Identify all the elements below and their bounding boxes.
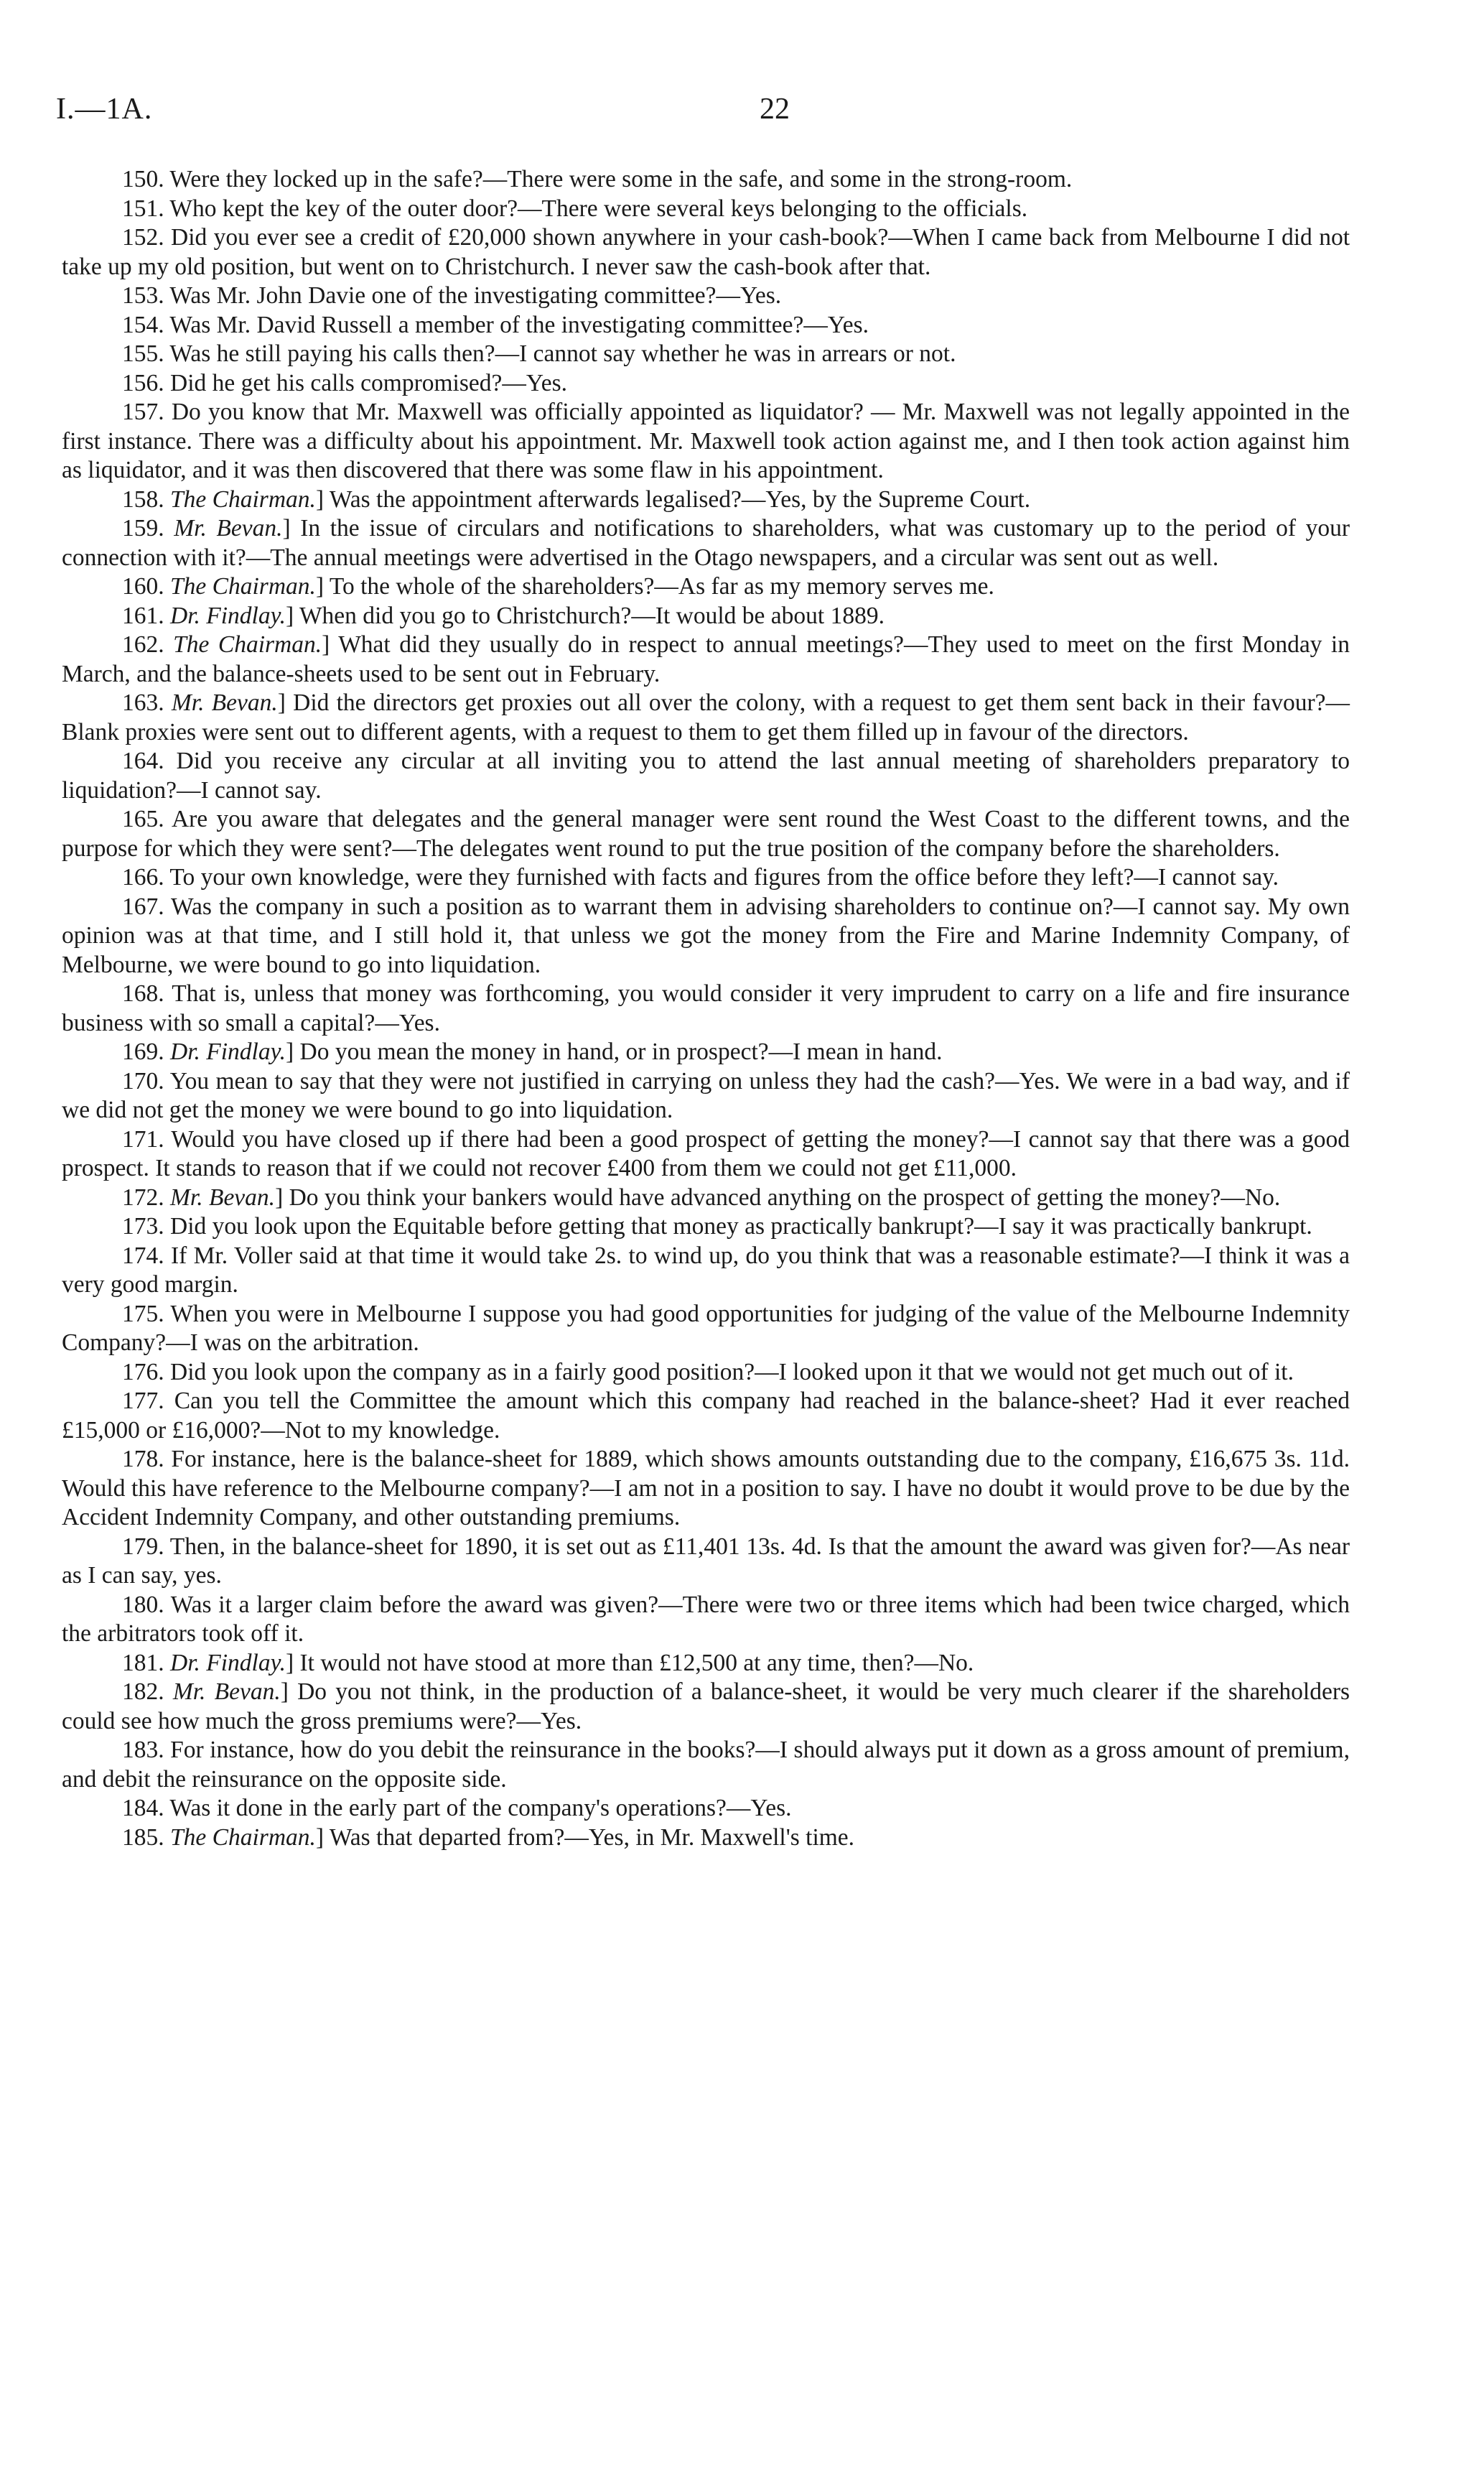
question-answer-text: Do you know that Mr. Maxwell was officially appointed as liquidator? — Mr. Maxwell was not legally appointed in the first instance. There was a difficulty about his appointment. Mr. Maxwell took action against me, and I then took action against him as liquidator, and it was then discovered that there was some flaw in his appointment. xyxy=(62,399,1350,483)
question-paragraph: 169. Dr. Findlay.] Do you mean the money in hand, or in prospect?—I mean in hand. xyxy=(122,1038,943,1065)
question-answer-text: If Mr. Voller said at that time it would take 2s. to wind up, do you think that was a reasonable estimate?—I think it was a very good margin. xyxy=(62,1242,1350,1298)
question-paragraph: 185. The Chairman.] Was that departed from?—Yes, in Mr. Maxwell's time. xyxy=(122,1823,855,1851)
question-number: 170. xyxy=(122,1067,164,1095)
question-paragraph xyxy=(62,1358,1350,1388)
question-answer-text: To the whole of the shareholders?—As far as my memory serves me. xyxy=(329,573,994,600)
question-paragraph xyxy=(62,1736,1350,1794)
page-number: 22 xyxy=(760,93,790,126)
question-number: 176. xyxy=(122,1358,164,1385)
question-number: 172. xyxy=(122,1184,164,1211)
question-number: 180. xyxy=(122,1591,164,1618)
question-answer-text: Did you look upon the company as in a fairly good position?—I looked upon it that we would not get much out of it. xyxy=(170,1358,1294,1385)
question-paragraph xyxy=(62,1387,1350,1445)
speaker-name: The Chairman. xyxy=(170,1823,316,1851)
question-answer-text: You mean to say that they were not justified in carrying on unless they had the cash?—Yes. We were in a bad way, and if we did not get the money we were bound to go into liquidation. xyxy=(62,1067,1350,1123)
question-answer-text: Did you ever see a credit of £20,000 shown anywhere in your cash-book?—When I came back from Melbourne I did not take up my old position, but went on to Christchurch. I never saw the cash-book after that. xyxy=(62,224,1350,280)
question-paragraph xyxy=(62,223,1350,282)
question-number: 153. xyxy=(122,282,164,309)
question-number: 152. xyxy=(122,224,164,251)
question-paragraph: 161. Dr. Findlay.] When did you go to Christchurch?—It would be about 1889. xyxy=(122,602,885,629)
question-paragraph xyxy=(62,1445,1350,1533)
question-answer-text: Do you mean the money in hand, or in prospect?—I mean in hand. xyxy=(299,1038,943,1065)
question-paragraph xyxy=(62,863,1350,893)
question-answer-text: Was the appointment afterwards legalised?—Yes, by the Supreme Court. xyxy=(329,485,1031,513)
question-paragraph xyxy=(62,165,1350,195)
question-paragraph xyxy=(62,1067,1350,1125)
question-answer-text: In the issue of circulars and notifications to shareholders, what was customary up to the period of your connection with it?—The annual meetings were advertised in the Otago newspapers, and a circular was sent out as well. xyxy=(62,515,1350,571)
question-answer-text: When you were in Melbourne I suppose you had good opportunities for judging of the value of the Melbourne Indemnity Company?—I was on the arbitration. xyxy=(62,1300,1350,1356)
question-answer-text: Was he still paying his calls then?—I cannot say whether he was in arrears or not. xyxy=(169,340,956,367)
question-number: 179. xyxy=(122,1533,164,1560)
question-number: 154. xyxy=(122,311,164,338)
question-number: 155. xyxy=(122,340,164,367)
question-answer-text: Were they locked up in the safe?—There were some in the safe, and some in the strong-room. xyxy=(169,166,1073,192)
question-paragraph xyxy=(62,1794,1350,1823)
question-paragraph xyxy=(62,980,1350,1038)
question-number: 182. xyxy=(122,1678,164,1705)
question-paragraph xyxy=(62,311,1350,340)
question-answer-text: That is, unless that money was forthcoming, you would consider it very imprudent to carry on a life and fire insurance business with so small a capital?—Yes. xyxy=(62,980,1350,1036)
speaker-name: Dr. Findlay. xyxy=(170,1038,286,1065)
question-number: 160. xyxy=(122,573,164,600)
question-number: 163. xyxy=(122,689,164,716)
question-paragraph: 162. The Chairman.] What did they usually do in respect to annual meetings?—They used to meet on the first Monday in March, and the balance-sheets used to be sent out in February. xyxy=(62,631,1350,687)
question-number: 185. xyxy=(122,1823,164,1851)
question-answer-text: Did you look upon the Equitable before getting that money as practically bankrupt?—I say it was practically bankrupt. xyxy=(170,1213,1312,1240)
question-paragraph xyxy=(62,1591,1350,1649)
speaker-name: Dr. Findlay. xyxy=(170,1649,286,1676)
page-header xyxy=(56,92,1348,135)
question-answer-text: When did you go to Christchurch?—It would be about 1889. xyxy=(299,602,885,629)
speaker-name: Mr. Bevan. xyxy=(172,1678,281,1705)
question-answer-text: Was that departed from?—Yes, in Mr. Maxwell's time. xyxy=(329,1823,855,1851)
question-paragraph: 172. Mr. Bevan.] Do you think your bankers would have advanced anything on the prospect of getting the money?—No. xyxy=(122,1184,1281,1211)
question-paragraph xyxy=(62,195,1350,224)
question-answer-text: Can you tell the Committee the amount which this company had reached in the balance-sheet? Had it ever reached £15,000 or £16,000?—Not to my knowledge. xyxy=(62,1388,1350,1444)
question-paragraph xyxy=(62,747,1350,805)
speaker-name: The Chairman. xyxy=(170,485,316,513)
question-paragraph xyxy=(62,1242,1350,1300)
question-number: 156. xyxy=(122,369,164,396)
question-number: 169. xyxy=(122,1038,164,1065)
question-paragraph xyxy=(62,1533,1350,1591)
speaker-name: Mr. Bevan. xyxy=(170,1184,276,1211)
question-paragraph: 182. Mr. Bevan.] Do you not think, in the production of a balance-sheet, it would be very much clearer if the shareholders could see how much the gross premiums were?—Yes. xyxy=(62,1678,1350,1734)
question-number: 181. xyxy=(122,1649,164,1676)
question-number: 177. xyxy=(122,1388,164,1414)
question-paragraph xyxy=(62,893,1350,980)
question-answer-text: Then, in the balance-sheet for 1890, it is set out as £11,401 13s. 4d. Is that the amount the award was given for?—As near as I can say, yes. xyxy=(62,1533,1350,1589)
question-number: 175. xyxy=(122,1300,164,1327)
question-paragraph xyxy=(62,1212,1350,1242)
question-number: 167. xyxy=(122,893,164,920)
question-answer-text: Was Mr. David Russell a member of the investigating committee?—Yes. xyxy=(169,311,869,338)
question-answer-text: What did they usually do in respect to annual meetings?—They used to meet on the first Monday in March, and the balance-sheets used to be sent out in February. xyxy=(62,631,1350,687)
question-answer-text: Was Mr. John Davie one of the investigating committee?—Yes. xyxy=(169,282,782,309)
question-number: 166. xyxy=(122,864,164,891)
question-paragraph: 181. Dr. Findlay.] It would not have stood at more than £12,500 at any time, then?—No. xyxy=(122,1649,974,1676)
question-paragraph: 159. Mr. Bevan.] In the issue of circulars and notifications to shareholders, what was customary up to the period of your connection with it?—The annual meetings were advertised in the Otago newspapers, and a circular was sent out as well. xyxy=(62,515,1350,571)
question-number: 173. xyxy=(122,1213,164,1240)
speaker-name: Dr. Findlay. xyxy=(170,602,286,629)
question-number: 161. xyxy=(122,602,164,629)
question-number: 158. xyxy=(122,485,164,513)
question-answer-text: Do you think your bankers would have advanced anything on the prospect of getting the money?—No. xyxy=(289,1184,1281,1211)
question-number: 174. xyxy=(122,1242,164,1269)
question-paragraph xyxy=(62,282,1350,311)
evidence-body xyxy=(62,165,1350,1852)
question-paragraph xyxy=(62,340,1350,369)
question-answer-text: Who kept the key of the outer door?—There were several keys belonging to the officials. xyxy=(169,195,1028,222)
question-number: 171. xyxy=(122,1125,164,1153)
question-answer-text: For instance, how do you debit the reinsurance in the books?—I should always put it down as a gross amount of premium, and debit the reinsurance on the opposite side. xyxy=(62,1737,1350,1793)
speaker-name: The Chairman. xyxy=(173,631,322,658)
question-answer-text: Do you not think, in the production of a balance-sheet, it would be very much clearer if the shareholders could see how much the gross premiums were?—Yes. xyxy=(62,1678,1350,1734)
question-answer-text: Would you have closed up if there had been a good prospect of getting the money?—I cannot say that there was a good prospect. It stands to reason that if we could not recover £400 from them we could not get £11,000. xyxy=(62,1125,1350,1181)
question-number: 168. xyxy=(122,980,164,1007)
speaker-name: Mr. Bevan. xyxy=(171,689,278,716)
question-number: 157. xyxy=(122,399,164,425)
document-code: I.—1A. xyxy=(56,93,153,126)
question-paragraph xyxy=(62,805,1350,863)
question-answer-text: Are you aware that delegates and the general manager were sent round the West Coast to the different towns, and the purpose for which they were sent?—The delegates went round to put the true position of the company before the shareholders. xyxy=(62,806,1350,862)
question-number: 184. xyxy=(122,1795,164,1821)
question-answer-text: Was it a larger claim before the award was given?—There were two or three items which had been twice charged, which the arbitrators took off it. xyxy=(62,1591,1350,1647)
question-paragraph: 158. The Chairman.] Was the appointment afterwards legalised?—Yes, by the Supreme Court. xyxy=(122,485,1031,513)
question-answer-text: Did he get his calls compromised?—Yes. xyxy=(170,369,567,396)
question-paragraph: 160. The Chairman.] To the whole of the shareholders?—As far as my memory serves me. xyxy=(122,573,994,600)
question-answer-text: For instance, here is the balance-sheet for 1889, which shows amounts outstanding due to the company, £16,675 3s. 11d. Would this have reference to the Melbourne company?—I am not in a position to say. I have no doubt it would prove to be due by the Accident Indemnity Company, and other outstanding premiums. xyxy=(62,1446,1350,1530)
question-answer-text: Did you receive any circular at all inviting you to attend the last annual meeting of shareholders preparatory to liquidation?—I cannot say. xyxy=(62,748,1350,804)
question-paragraph xyxy=(62,369,1350,399)
question-number: 150. xyxy=(122,166,164,192)
question-paragraph: 163. Mr. Bevan.] Did the directors get proxies out all over the colony, with a request to get them sent back in their favour?—Blank proxies were sent out to different agents, with a request to them to get them filled up in favour of the directors. xyxy=(62,689,1350,745)
speaker-name: Mr. Bevan. xyxy=(174,515,283,542)
question-answer-text: Was it done in the early part of the company's operations?—Yes. xyxy=(169,1795,792,1821)
question-number: 178. xyxy=(122,1446,164,1472)
question-paragraph xyxy=(62,1300,1350,1358)
speaker-name: The Chairman. xyxy=(170,573,316,600)
question-answer-text: It would not have stood at more than £12,500 at any time, then?—No. xyxy=(299,1649,974,1676)
question-number: 183. xyxy=(122,1737,164,1763)
question-number: 164. xyxy=(122,748,164,774)
question-answer-text: Did the directors get proxies out all over the colony, with a request to get them sent back in their favour?—Blank proxies were sent out to different agents, with a request to them to get them filled up in favour of the directors. xyxy=(62,689,1350,745)
question-answer-text: To your own knowledge, were they furnished with facts and figures from the office before they left?—I cannot say. xyxy=(169,864,1279,891)
question-paragraph xyxy=(62,398,1350,485)
question-number: 159. xyxy=(122,515,164,542)
question-number: 162. xyxy=(122,631,164,658)
question-paragraph xyxy=(62,1125,1350,1184)
question-number: 165. xyxy=(122,806,164,832)
question-number: 151. xyxy=(122,195,164,222)
question-answer-text: Was the company in such a position as to warrant them in advising shareholders to continue on?—I cannot say. My own opinion was at that time, and I still hold it, that unless we got the money from the Fire and Marine Indemnity Company, of Melbourne, we were bound to go into liquidation. xyxy=(62,893,1350,978)
